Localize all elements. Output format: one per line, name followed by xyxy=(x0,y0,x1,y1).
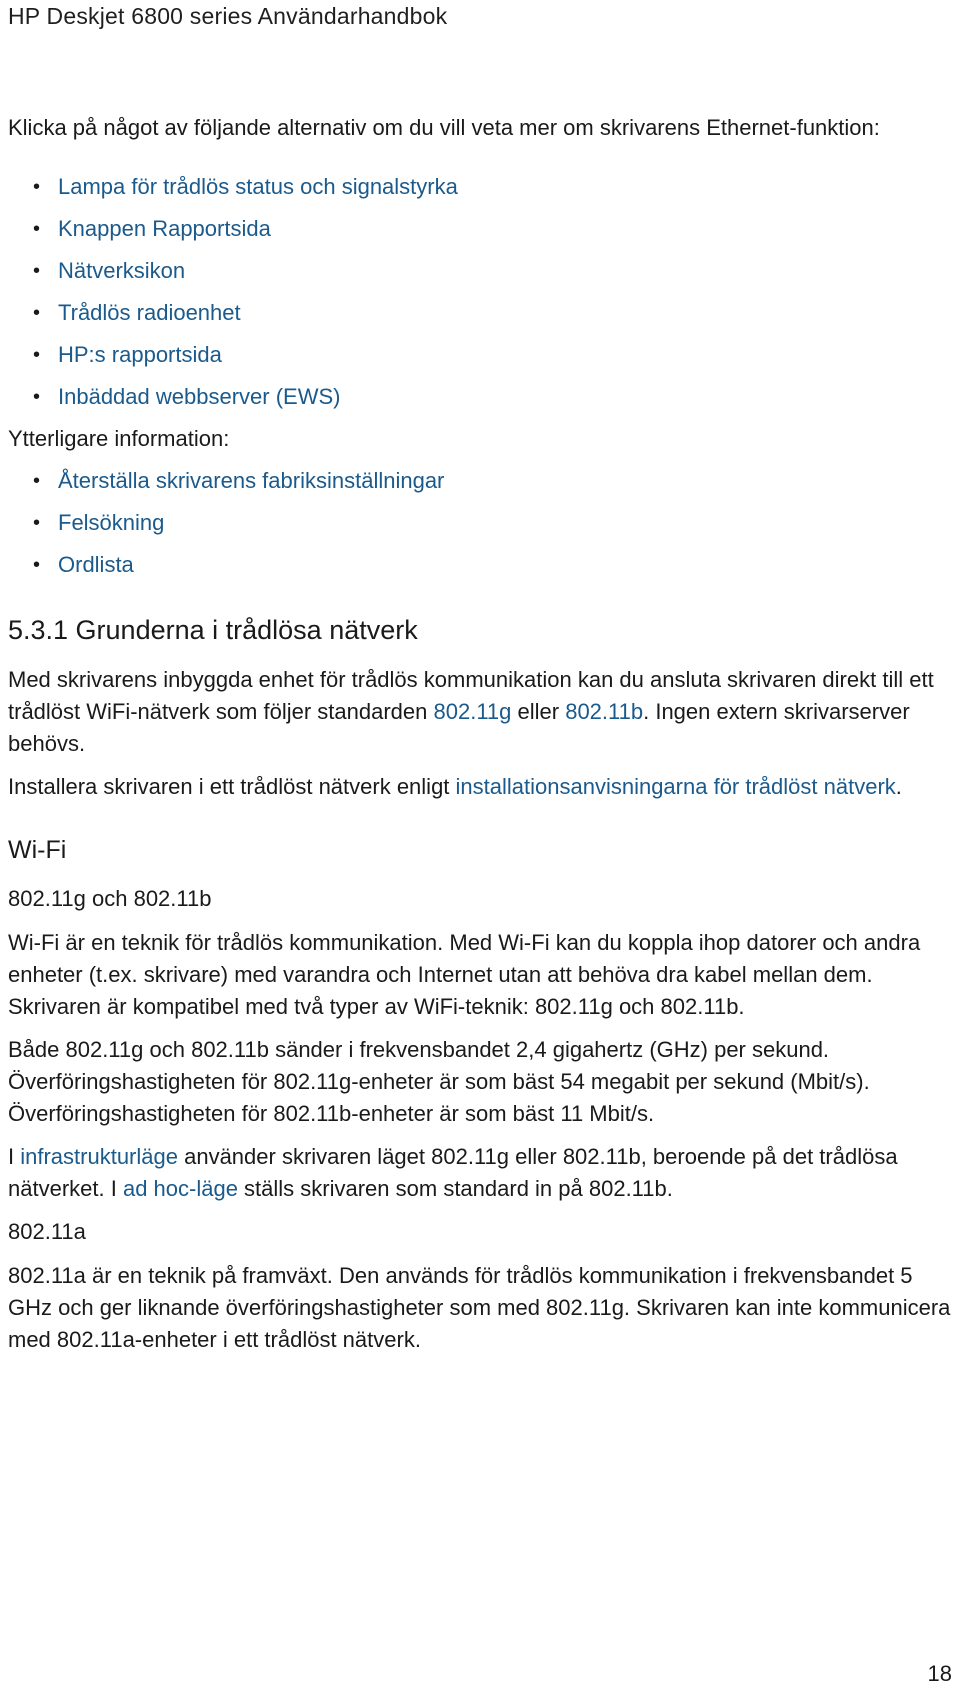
section-p2-text-2: . xyxy=(895,774,902,799)
section-paragraph-2 xyxy=(8,771,953,803)
wifi-p3-text-2: använder skrivaren läget 802.11g eller 802.11b, beroende på det trådlösa nätverket. I xyxy=(8,1144,898,1201)
wifi-subheading: 802.11g och 802.11b xyxy=(8,886,212,911)
wifi-paragraph-1: Wi-Fi är en teknik för trådlös kommunikation. Med Wi-Fi kan du koppla ihop datorer och andra enheter (t.ex. skrivare) med varandra och Internet utan att behöva dra kabel mellan dem. Skrivaren är kompatibel med två typer av WiFi-teknik: 802.11g och 802.11b. xyxy=(8,930,921,1019)
wifi-paragraph-3 xyxy=(8,1141,953,1205)
list-item[interactable] xyxy=(8,208,953,250)
list-item[interactable] xyxy=(8,376,953,418)
bullet-icon: • xyxy=(33,554,41,576)
section-p2-text-1: Installera skrivaren i ett trådlöst nätverk enligt xyxy=(8,774,456,799)
bullet-icon: • xyxy=(33,260,41,282)
list-item[interactable] xyxy=(8,502,953,544)
more-info-link-factory-reset[interactable]: Återställa skrivarens fabriksinställningar xyxy=(58,468,445,493)
list-item[interactable] xyxy=(8,166,953,208)
section-p1-text-3: . Ingen extern skrivarserver behövs. xyxy=(8,699,910,756)
list-item[interactable] xyxy=(8,334,953,376)
page-number: 18 xyxy=(927,1661,952,1686)
topic-list xyxy=(8,166,953,418)
link-infrastructure-mode[interactable]: infrastrukturläge xyxy=(20,1144,178,1169)
wifi-paragraph-2: Både 802.11g och 802.11b sänder i frekvensbandet 2,4 gigahertz (GHz) per sekund. Överföringshastigheten för 802.11g-enheter är som bäst 54 megabit per sekund (Mbit/s). Överföringshastigheten för 802.11b-enheter är som bäst 11 Mbit/s. xyxy=(8,1037,870,1126)
intro-paragraph: Klicka på något av följande alternativ om du vill veta mer om skrivarens Ethernet-funktion: xyxy=(8,115,880,140)
bullet-icon: • xyxy=(33,344,41,366)
section-paragraph-1 xyxy=(8,664,953,760)
802-11a-paragraph: 802.11a är en teknik på framväxt. Den används för trådlös kommunikation i frekvensbandet 5 GHz och ger liknande överföringshastigheter som med 802.11g. Skrivaren kan inte kommunicera med 802.11a-enheter i ett trådlöst nätverk. xyxy=(8,1263,951,1352)
bullet-icon: • xyxy=(33,218,41,240)
topic-link-wireless-radio[interactable]: Trådlös radioenhet xyxy=(58,300,241,325)
more-info-label: Ytterligare information: xyxy=(8,426,230,451)
topic-link-report-button[interactable]: Knappen Rapportsida xyxy=(58,216,271,241)
topic-link-hp-report-page[interactable]: HP:s rapportsida xyxy=(58,342,222,367)
link-802-11b[interactable]: 802.11b xyxy=(565,699,644,724)
topic-link-network-icon[interactable]: Nätverksikon xyxy=(58,258,186,283)
list-item[interactable] xyxy=(8,544,953,586)
list-item[interactable] xyxy=(8,460,953,502)
wifi-p3-text-3: ställs skrivaren som standard in på 802.11b. xyxy=(237,1176,673,1201)
bullet-icon: • xyxy=(33,302,41,324)
bullet-icon: • xyxy=(33,386,41,408)
document-header-title: HP Deskjet 6800 series Användarhandbok xyxy=(8,3,448,29)
section-heading: 5.3.1 Grunderna i trådlösa nätverk xyxy=(8,615,418,645)
section-p1-text-2: eller xyxy=(511,699,566,724)
page-content xyxy=(8,112,953,1367)
more-info-link-glossary[interactable]: Ordlista xyxy=(58,552,134,577)
wifi-heading: Wi-Fi xyxy=(8,836,67,864)
link-802-11g[interactable]: 802.11g xyxy=(433,699,512,724)
section-p1-text-1: Med skrivarens inbyggda enhet för trådlös kommunikation kan du ansluta skrivaren direkt till ett trådlöst WiFi-nätverk som följer standarden xyxy=(8,667,934,724)
topic-link-status-light[interactable]: Lampa för trådlös status och signalstyrka xyxy=(58,174,458,199)
link-wireless-install-instructions[interactable]: installationsanvisningarna för trådlöst nätverk xyxy=(455,774,896,799)
802-11a-heading: 802.11a xyxy=(8,1219,86,1244)
link-ad-hoc-mode[interactable]: ad hoc-läge xyxy=(122,1176,238,1201)
list-item[interactable] xyxy=(8,292,953,334)
more-info-list xyxy=(8,460,953,586)
wifi-p3-text-1: I xyxy=(8,1144,21,1169)
topic-link-ews[interactable]: Inbäddad webbserver (EWS) xyxy=(58,384,341,409)
more-info-link-troubleshooting[interactable]: Felsökning xyxy=(58,510,165,535)
bullet-icon: • xyxy=(33,470,41,492)
list-item[interactable] xyxy=(8,250,953,292)
bullet-icon: • xyxy=(33,512,41,534)
bullet-icon: • xyxy=(33,176,41,198)
